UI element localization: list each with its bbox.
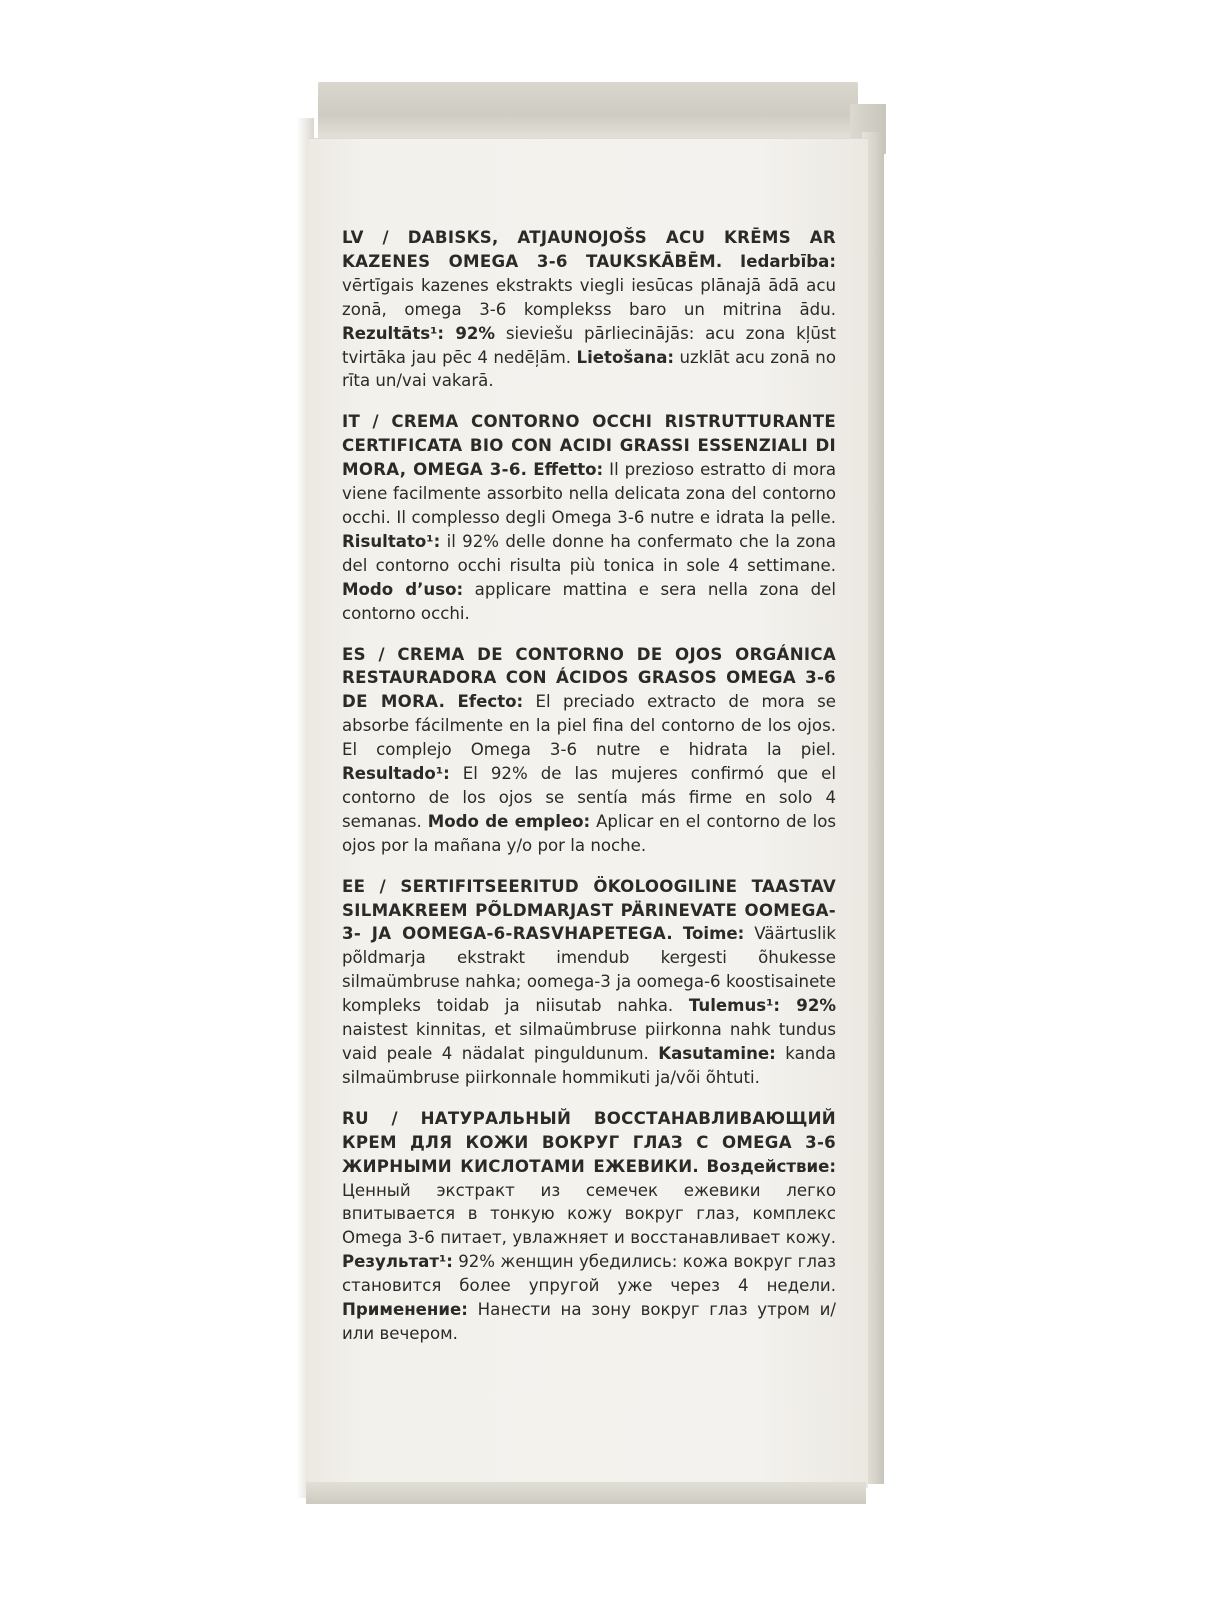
- part-label: Resultado¹:: [342, 764, 450, 784]
- part-text: Нанести на зону вокруг глаз утром и/или вечером.: [342, 1300, 837, 1343]
- part-text: Il prezioso estratto di mora viene facilmente assorbito nella delicata zona del contorno occhi. Il complesso degli Omega 3-6 nutre e idrata la pelle.: [342, 460, 836, 527]
- part-text: vērtīgais kazenes ekstrakts viegli iesūcas plānajā ādā acu zonā, omega 3-6 komplekss baro un mitrina ādu.: [342, 275, 836, 319]
- box-top-flap: [318, 82, 858, 142]
- part-text: El preciado extracto de mora se absorbe fácilmente en la piel fina del contorno de los ojos. El complejo Omega 3-6 nutre e hidrata la piel.: [342, 692, 836, 760]
- part-label: Kasutamine:: [658, 1044, 776, 1063]
- part-label: Effetto:: [533, 460, 604, 480]
- section-heading: LV / DABISKS, ATJAUNOJOŠS ACU KRĒMS AR KAZENES OMEGA 3-6 TAUKSKĀBĒM.: [342, 228, 836, 271]
- section-heading: ES / CREMA DE CONTORNO DE OJOS ORGÁNICA RESTAURADORA CON ÁCIDOS GRASOS OMEGA 3-6 DE MORA.: [342, 644, 836, 712]
- part-label: Iedarbība:: [740, 251, 836, 271]
- label-text: [342, 226, 836, 1363]
- part-text: Ценный экстракт из семечек ежевики легко впитывается в тонкую кожу вокруг глаз, комплекс Omega 3-6 питает, увлажняет и восстанавливает кожу.: [342, 1180, 836, 1248]
- section-heading: IT / CREMA CONTORNO OCCHI RISTRUTTURANTE CERTIFICATA BIO CON ACIDI GRASSI ESSENZIALI DI MORA, OMEGA 3-6.: [342, 412, 836, 480]
- part-label: Efecto:: [457, 692, 524, 712]
- section-es: [342, 643, 836, 858]
- section-lv: [342, 226, 836, 393]
- part-text: El 92% de las mujeres confirmó que el contorno de los ojos se sentía más firme en solo 4 semanas.: [342, 764, 836, 831]
- part-text: 92% женщин убедились: кожа вокруг глаз становится более упругой уже через 4 недели.: [342, 1252, 836, 1296]
- part-label: Modo de empleo:: [427, 811, 591, 831]
- part-label: Воздействие:: [706, 1156, 836, 1176]
- part-text: il 92% delle donne ha confermato che la zona del contorno occhi risulta più tonica in sole 4 settimane.: [342, 531, 836, 575]
- part-label: Rezultāts¹: 92%: [342, 323, 496, 343]
- part-text: Aplicar en el contorno de los ojos por la mañana y/o por la noche.: [342, 811, 837, 855]
- section-heading: RU / НАТУРАЛЬНЫЙ ВОССТАНАВЛИВАЮЩИЙ КРЕМ ДЛЯ КОЖИ ВОКРУГ ГЛАЗ С OMEGA 3-6 ЖИРНЫМИ КИСЛОТАМИ ЕЖЕВИКИ.: [342, 1108, 836, 1176]
- part-text: uzklāt acu zonā no rīta un/vai vakarā.: [342, 347, 836, 391]
- part-text: Väärtuslik põldmarja ekstrakt imendub kergesti õhukesse silmaümbruse nahka; oomega-3 ja oomega-6 koostisainete kompleks toidab ja niisutab nahka.: [342, 924, 836, 1016]
- part-label: Применение:: [342, 1300, 468, 1320]
- part-text: naistest kinnitas, et silmaümbruse piirkonna nahk tundus vaid peale 4 nädalat pinguldunum.: [342, 1020, 836, 1063]
- section-heading: EE / SERTIFITSEERITUD ÖKOLOOGILINE TAASTAV SILMAKREEM PÕLDMARJAST PÄRINEVATE OOMEGA- 3- JA OOMEGA-6-RASVHAPETEGA.: [342, 876, 836, 944]
- box-bottom-edge: [306, 1482, 866, 1504]
- section-ru: [342, 1107, 836, 1346]
- part-label: Результат¹:: [342, 1252, 453, 1272]
- section-it: [342, 410, 836, 625]
- part-text: kanda silmaümbruse piirkonnale hommikuti ja/või õhtuti.: [342, 1044, 836, 1087]
- part-label: Lietošana:: [576, 347, 675, 367]
- part-label: Modo d’uso:: [342, 579, 464, 599]
- section-ee: [342, 875, 836, 1090]
- part-label: Tulemus¹: 92%: [688, 996, 836, 1016]
- part-text: sieviešu pārliecinājās: acu zona kļūst tvirtāka jau pēc 4 nedēļām.: [342, 323, 836, 367]
- part-text: applicare mattina e sera nella zona del contorno occhi.: [342, 579, 836, 623]
- part-label: Risultato¹:: [342, 531, 441, 551]
- part-label: Toime:: [682, 924, 745, 944]
